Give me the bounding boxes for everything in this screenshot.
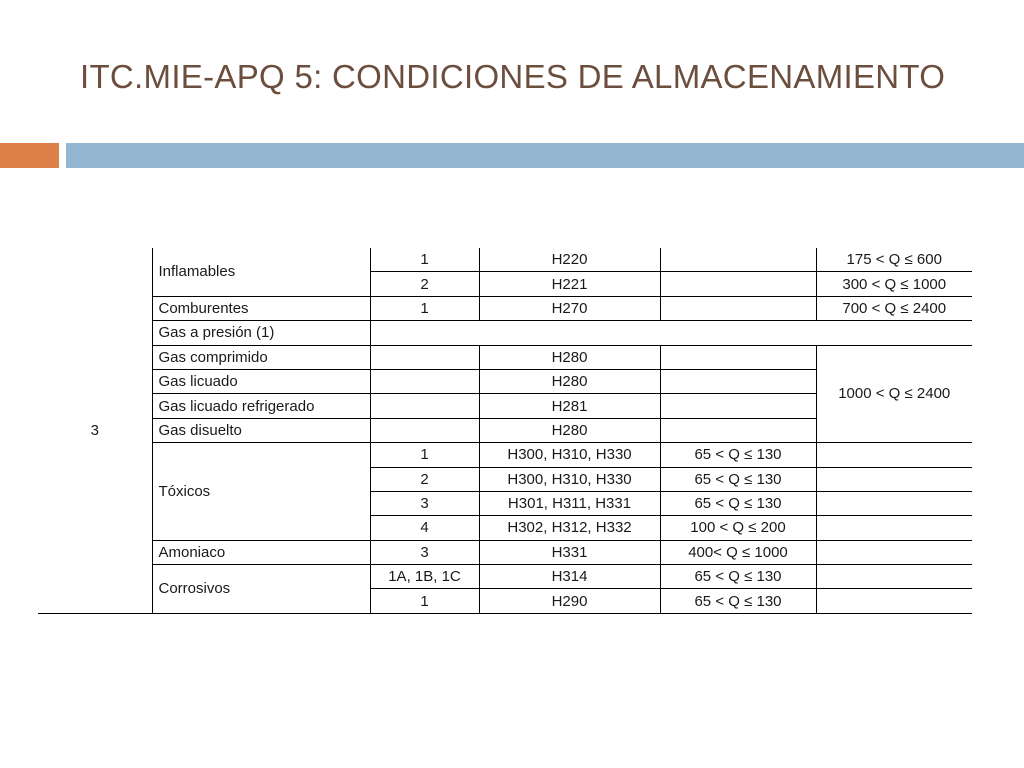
hazard-code-cell: H302, H312, H332 <box>479 516 660 540</box>
category-cell: 4 <box>370 516 479 540</box>
quantity-cell-2 <box>816 565 972 589</box>
quantity-cell-2: 300 < Q ≤ 1000 <box>816 272 972 296</box>
quantity-cell-2 <box>816 589 972 613</box>
quantity-cell-1: 400< Q ≤ 1000 <box>660 540 816 564</box>
category-cell <box>370 345 479 369</box>
hazard-code-cell: H331 <box>479 540 660 564</box>
quantity-cell-2: 1000 < Q ≤ 2400 <box>816 345 972 443</box>
substance-name: Tóxicos <box>152 443 370 541</box>
quantity-cell-1 <box>660 345 816 369</box>
empty-cell <box>370 321 972 345</box>
hazard-code-cell: H270 <box>479 296 660 320</box>
substance-name: Gas comprimido <box>152 345 370 369</box>
substance-name: Corrosivos <box>152 565 370 614</box>
quantity-cell-1 <box>660 296 816 320</box>
hazard-code-cell: H301, H311, H331 <box>479 491 660 515</box>
quantity-cell-1 <box>660 369 816 393</box>
hazard-code-cell: H221 <box>479 272 660 296</box>
substance-name: Gas licuado refrigerado <box>152 394 370 418</box>
accent-bar-blue <box>66 143 1024 168</box>
category-cell <box>370 394 479 418</box>
accent-bar-orange <box>0 143 59 168</box>
category-cell: 1 <box>370 248 479 272</box>
quantity-cell-1 <box>660 272 816 296</box>
hazard-code-cell: H280 <box>479 369 660 393</box>
category-cell <box>370 369 479 393</box>
substance-name: Gas licuado <box>152 369 370 393</box>
table-row <box>38 345 972 369</box>
quantity-cell-2: 175 < Q ≤ 600 <box>816 248 972 272</box>
table-row <box>38 296 972 320</box>
category-cell: 1A, 1B, 1C <box>370 565 479 589</box>
quantity-cell-1: 65 < Q ≤ 130 <box>660 565 816 589</box>
quantity-cell-2 <box>816 516 972 540</box>
quantity-cell-1: 100 < Q ≤ 200 <box>660 516 816 540</box>
substance-name: Gas a presión (1) <box>152 321 370 345</box>
category-cell: 3 <box>370 491 479 515</box>
quantity-cell-2: 700 < Q ≤ 2400 <box>816 296 972 320</box>
category-cell <box>370 418 479 442</box>
quantity-cell-1: 65 < Q ≤ 130 <box>660 443 816 467</box>
quantity-cell-1 <box>660 248 816 272</box>
quantity-cell-1 <box>660 394 816 418</box>
quantity-cell-1: 65 < Q ≤ 130 <box>660 467 816 491</box>
table-row <box>38 248 972 272</box>
category-cell: 3 <box>370 540 479 564</box>
hazard-code-cell: H220 <box>479 248 660 272</box>
substance-name: Gas disuelto <box>152 418 370 442</box>
group-cell: 3 <box>38 248 152 613</box>
quantity-cell-1: 65 < Q ≤ 130 <box>660 589 816 613</box>
table-row <box>38 321 972 345</box>
category-cell: 1 <box>370 589 479 613</box>
hazard-code-cell: H280 <box>479 418 660 442</box>
substance-name: Inflamables <box>152 248 370 296</box>
table-row <box>38 443 972 467</box>
hazard-code-cell: H314 <box>479 565 660 589</box>
hazard-code-cell: H280 <box>479 345 660 369</box>
quantity-cell-1 <box>660 418 816 442</box>
category-cell: 1 <box>370 296 479 320</box>
quantity-cell-2 <box>816 540 972 564</box>
storage-conditions-table <box>38 248 972 614</box>
quantity-cell-2 <box>816 467 972 491</box>
quantity-cell-2 <box>816 443 972 467</box>
category-cell: 2 <box>370 272 479 296</box>
table-row <box>38 565 972 589</box>
substance-name: Comburentes <box>152 296 370 320</box>
category-cell: 2 <box>370 467 479 491</box>
hazard-code-cell: H290 <box>479 589 660 613</box>
quantity-cell-1: 65 < Q ≤ 130 <box>660 491 816 515</box>
substance-name: Amoniaco <box>152 540 370 564</box>
hazard-code-cell: H300, H310, H330 <box>479 467 660 491</box>
hazard-code-cell: H300, H310, H330 <box>479 443 660 467</box>
slide-title: ITC.MIE-APQ 5: CONDICIONES DE ALMACENAMIENTO <box>80 58 946 95</box>
hazard-code-cell: H281 <box>479 394 660 418</box>
quantity-cell-2 <box>816 491 972 515</box>
table-row <box>38 540 972 564</box>
category-cell: 1 <box>370 443 479 467</box>
